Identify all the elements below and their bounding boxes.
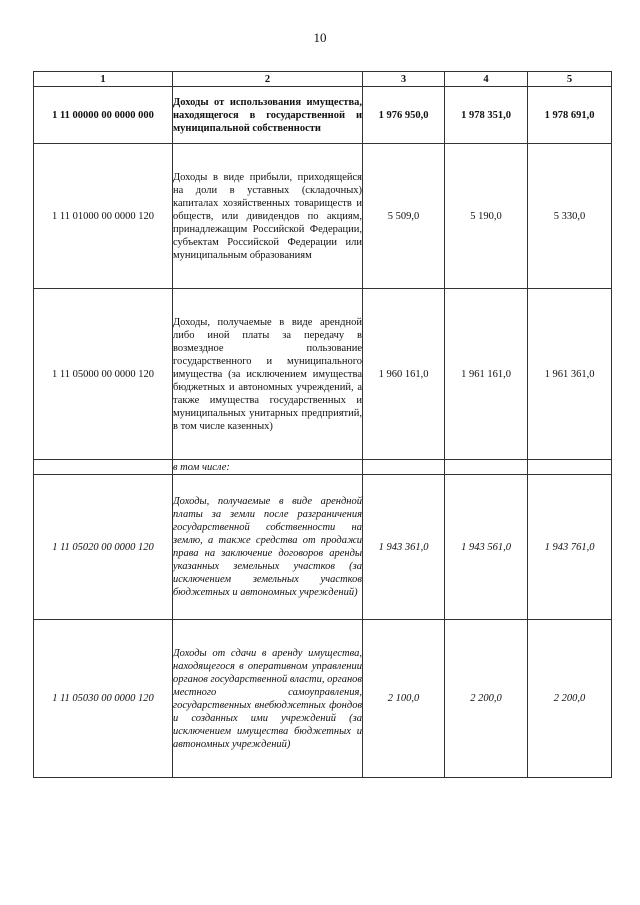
budget-code: 1 11 05020 00 0000 120 [34, 475, 173, 620]
amount-col5 [528, 460, 612, 475]
table-row [34, 620, 612, 778]
amount-col3: 5 509,0 [363, 144, 445, 289]
page-number: 10 [313, 30, 327, 45]
subtotal-note: в том числе: [173, 460, 363, 475]
budget-code: 1 11 00000 00 0000 000 [34, 87, 173, 144]
table-row [34, 289, 612, 460]
revenue-description: Доходы от использования имущества, находящегося в государственной и муниципальной собственности [173, 87, 363, 144]
amount-col4: 2 200,0 [445, 620, 528, 778]
table-row [34, 460, 612, 475]
budget-code: 1 11 05030 00 0000 120 [34, 620, 173, 778]
amount-col5: 1 978 691,0 [528, 87, 612, 144]
amount-col4: 1 943 561,0 [445, 475, 528, 620]
amount-col5: 1 943 761,0 [528, 475, 612, 620]
revenue-description: Доходы от сдачи в аренду имущества, находящегося в оперативном управлении органов государственной власти, органов местного самоуправления, государственных внебюджетных фондов и созданных ими учреждений (за исключением имущества бюджетных и автономных учреждений) [173, 620, 363, 778]
table-header-row [34, 72, 612, 87]
amount-col4: 5 190,0 [445, 144, 528, 289]
budget-code: 1 11 05000 00 0000 120 [34, 289, 173, 460]
table-row [34, 144, 612, 289]
table-row [34, 87, 612, 144]
column-header-2: 2 [173, 72, 363, 87]
amount-col3: 1 960 161,0 [363, 289, 445, 460]
amount-col5: 5 330,0 [528, 144, 612, 289]
amount-col3: 1 943 361,0 [363, 475, 445, 620]
revenue-description: Доходы в виде прибыли, приходящейся на доли в уставных (складочных) капиталах хозяйственных товариществ и обществ, или дивидендов по акциям, принадлежащим Российской Федерации, субъектам Российской Федерации или муниципальным образованиям [173, 144, 363, 289]
column-header-5: 5 [528, 72, 612, 87]
table-row [34, 475, 612, 620]
amount-col3: 2 100,0 [363, 620, 445, 778]
budget-code [34, 460, 173, 475]
amount-col5: 2 200,0 [528, 620, 612, 778]
amount-col4 [445, 460, 528, 475]
amount-col5: 1 961 361,0 [528, 289, 612, 460]
budget-code: 1 11 01000 00 0000 120 [34, 144, 173, 289]
amount-col4: 1 978 351,0 [445, 87, 528, 144]
revenue-table [33, 71, 612, 778]
column-header-3: 3 [363, 72, 445, 87]
revenue-description: Доходы, получаемые в виде арендной платы за земли после разграничения государственной собственности на землю, а также средства от продажи права на заключение договоров аренды указанных земельных участков (за исключением земельных участков бюджетных и автономных учреждений) [173, 475, 363, 620]
amount-col3 [363, 460, 445, 475]
revenue-description: Доходы, получаемые в виде арендной либо иной платы за передачу в возмездное пользование государственного и муниципального имущества (за исключением имущества бюджетных и автономных учреждений, а также имущества государственных и муниципальных унитарных предприятий, в том числе казенных) [173, 289, 363, 460]
column-header-4: 4 [445, 72, 528, 87]
column-header-1: 1 [34, 72, 173, 87]
amount-col3: 1 976 950,0 [363, 87, 445, 144]
amount-col4: 1 961 161,0 [445, 289, 528, 460]
